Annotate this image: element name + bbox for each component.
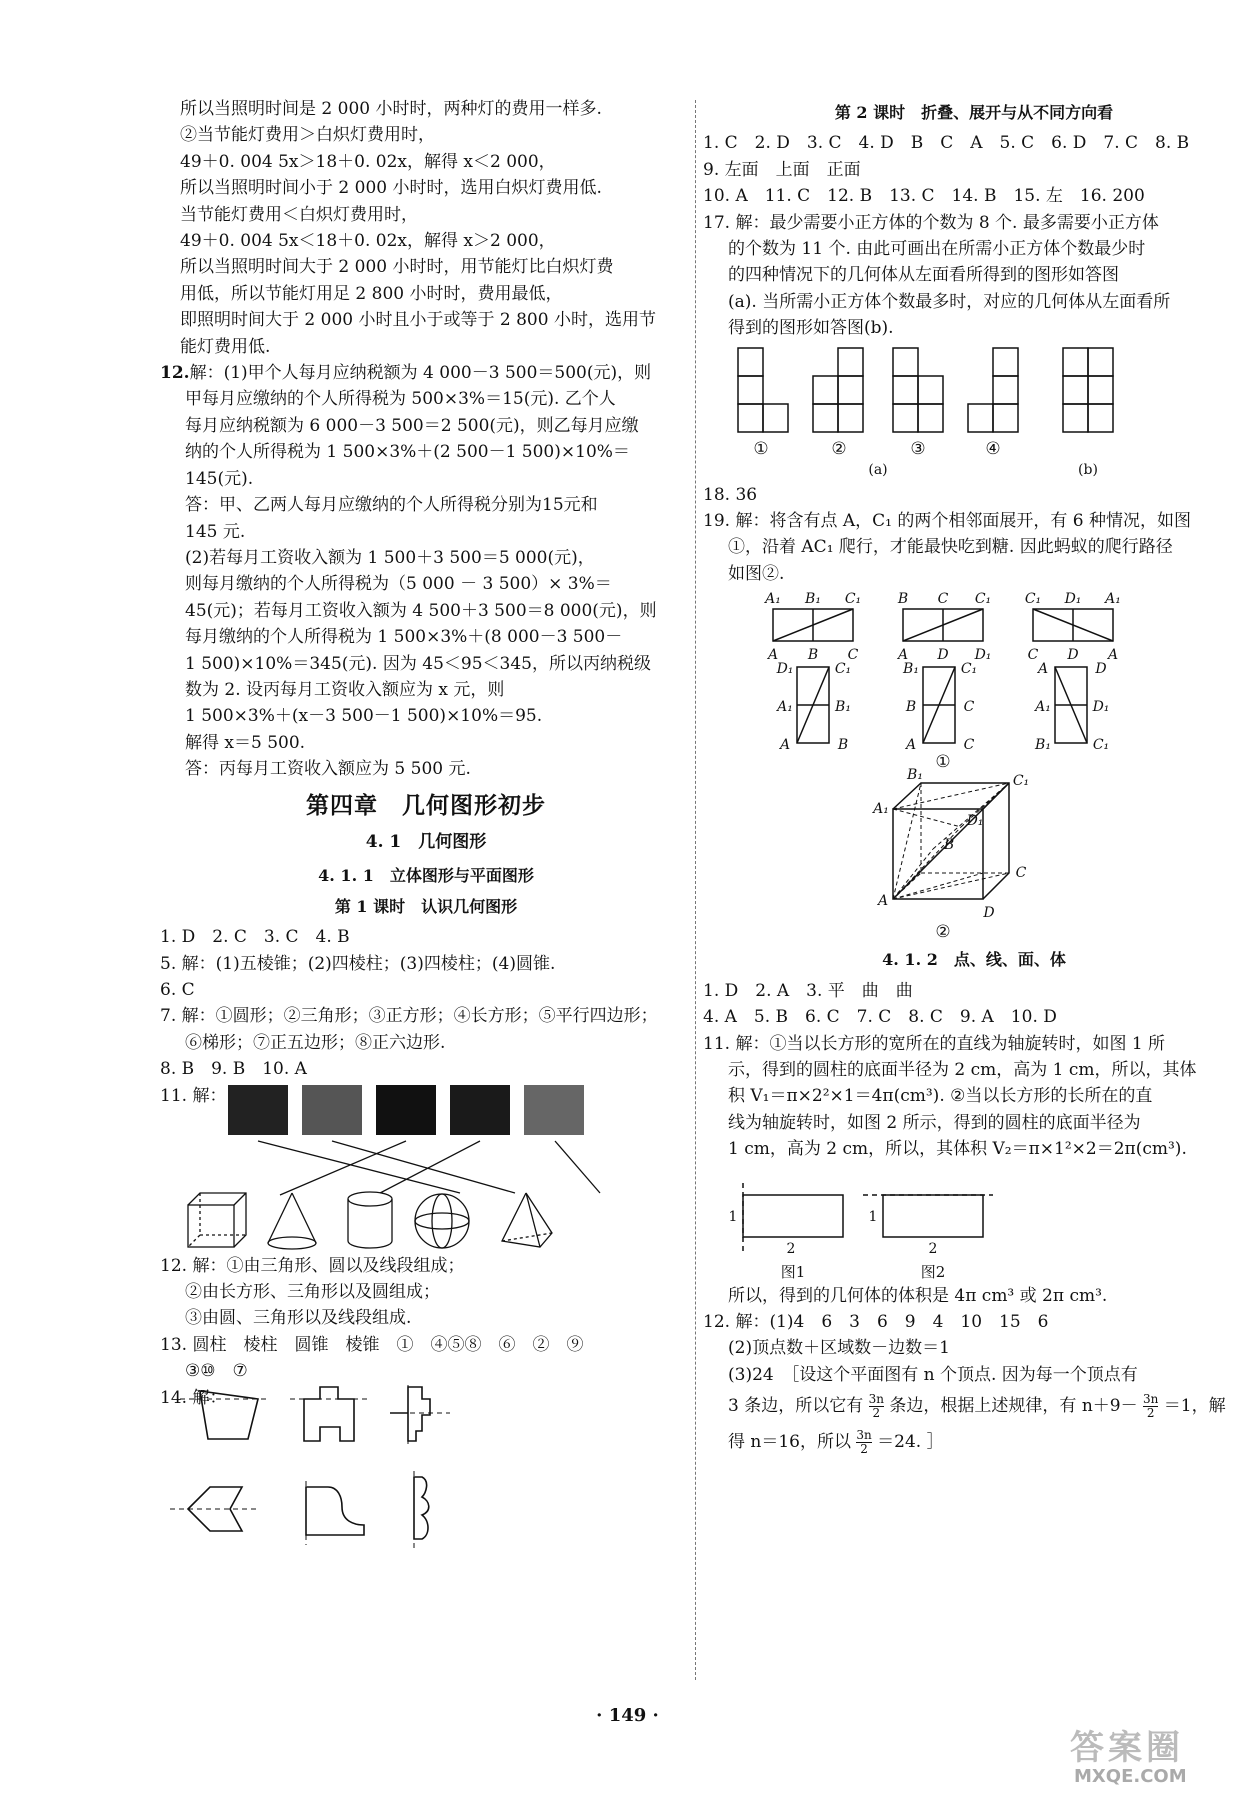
fig11-side-1b: 1 (868, 1208, 878, 1225)
frac-den: 2 (856, 1442, 871, 1456)
text-line: (2)若每月工资收入额为 1 500＋3 500＝5 000(元)， (185, 547, 595, 568)
fig11-side-1a: 1 (728, 1208, 738, 1225)
chapter-title: 第四章 几何图形初步 (306, 791, 546, 819)
subsection-title: 4. 1. 1 立体图形与平面图形 (318, 866, 534, 886)
fig19-label-2: ② (935, 922, 951, 943)
vertex-label: D₁ (974, 647, 992, 664)
frac-den: 2 (869, 1406, 884, 1420)
watermark-logo (1062, 1718, 1248, 1794)
fig17-label-2: ② (831, 438, 847, 459)
figure-11-rectangles (703, 1163, 1243, 1283)
vertex-label: A (877, 893, 889, 910)
lesson-title: 第 1 课时 认识几何图形 (334, 896, 518, 916)
answers-10-16: 10. A 11. C 12. B 13. C 14. B 15. 左 16. 200 (703, 186, 1145, 207)
vertex-label: B (807, 647, 819, 664)
vertex-label: C₁ (1012, 773, 1030, 790)
vertex-label: B (905, 699, 917, 716)
fraction-3n-2 (856, 1429, 871, 1456)
fig11-caption-2: 图2 (920, 1262, 946, 1281)
page-number: · 149 · (596, 1705, 659, 1726)
answer-18: 18. 36 (703, 484, 758, 505)
text-line: 数为 2. 设丙每月工资收入额应为 x 元，则 (185, 679, 505, 700)
fig17-label-1: ① (753, 438, 769, 459)
vertex-label: C (937, 591, 949, 608)
text-line: 49＋0. 004 5x＞18＋0. 02x，解得 x＜2 000， (180, 151, 556, 172)
vertex-label: C (963, 699, 975, 716)
text-line: ①，沿着 AC₁ 爬行，才能最快吃到糖. 因此蚂蚁的爬行路径 (728, 537, 1173, 558)
text-segment: 得 n＝16，所以 (728, 1432, 851, 1453)
fraction-3n-2 (869, 1393, 884, 1420)
answer-12b-2: ②由长方形、三角形以及圆组成； (185, 1282, 440, 1303)
text-line: 解得 x＝5 500. (185, 732, 306, 753)
cross-section-shapes (160, 1385, 690, 1575)
answer-11-label: 11. 解： (160, 1085, 227, 1106)
vertex-label: C₁ (1024, 591, 1042, 608)
text-line: 的个数为 11 个. 由此可画出在所需小正方体个数最少时 (728, 239, 1146, 260)
text-line: 每月应纳税额为 6 000－3 500＝2 500(元)，则乙每月应缴 (185, 415, 639, 436)
text-line: 能灯费用低. (180, 336, 271, 357)
text-line: 积 V₁＝π×2²×1＝4π(cm³). ②当以长方形的长所在的直 (728, 1086, 1153, 1107)
fig17-label-3: ③ (910, 438, 926, 459)
text-segment: 3 条边，所以它有 (728, 1396, 864, 1417)
answer-9: 9. 左面 上面 正面 (703, 159, 861, 180)
vertex-label: A₁ (1035, 699, 1051, 716)
watermark-text: 答案圈 (1070, 1728, 1184, 1768)
vertex-label: A (1107, 647, 1119, 664)
vertex-label: B₁ (805, 591, 821, 608)
vertex-label: D (1095, 661, 1107, 678)
answer-19 (703, 508, 1245, 587)
vertex-label: A (767, 647, 779, 664)
vertex-label: A₁ (873, 801, 889, 818)
answers-1-8: 1. C 2. D 3. C 4. D B C A 5. C 6. D 7. C 8. B (703, 133, 1190, 154)
answer-17 (703, 210, 1245, 342)
question-number: 12. (160, 363, 190, 384)
text-line: 如图②. (728, 563, 785, 584)
text-line: 用低，所以节能灯用足 2 800 小时时，费用最低， (180, 283, 563, 304)
text-line: (a). 当所需小正方体个数最多时，对应的几何体从左面看所 (728, 291, 1171, 312)
column-divider (695, 100, 696, 1680)
fig17-label-4: ④ (985, 438, 1001, 459)
answer-412-11 (703, 1031, 1245, 1163)
answer-12b-3: ③由圆、三角形以及线段组成. (185, 1308, 412, 1329)
vertex-label: C (963, 737, 975, 754)
text-line: 17. 解：最少需要小正方体的个数为 8 个. 最多需要小正方体 (703, 212, 1159, 233)
text-line: 甲每月应缴纳的个人所得税为 500×3%＝15(元). 乙个人 (185, 389, 616, 410)
vertex-label: C (1015, 865, 1027, 882)
vertex-label: A₁ (765, 591, 781, 608)
text-segment: ＝1，解 (1163, 1396, 1226, 1417)
vertex-label: D₁ (776, 661, 794, 678)
answer-412-12-5 (703, 1424, 1245, 1460)
fig11-caption-1: 图1 (780, 1262, 806, 1281)
answer-412-12-2: (2)顶点数＋区域数－边数＝1 (728, 1338, 950, 1359)
vertex-label: D (1067, 647, 1079, 664)
vertex-label: D₁ (966, 813, 984, 830)
fig11-side-2a: 2 (786, 1240, 796, 1257)
text-line: 1 500×3%＋(x－3 500－1 500)×10%＝95. (185, 706, 543, 727)
vertex-label: A (779, 737, 791, 754)
text-line: 则每月缴纳的个人所得税为（5 000 － 3 500）× 3%＝ (185, 574, 612, 595)
left-column (160, 96, 692, 1575)
frac-num: 3n (1143, 1392, 1159, 1407)
vertex-label: C₁ (1092, 737, 1110, 754)
text-line: 所以当照明时间小于 2 000 小时时，选用白炽灯费用低. (180, 178, 602, 199)
answer-7: 7. 解：①圆形；②三角形；③正方形；④长方形；⑤平行四边形； (160, 1006, 658, 1027)
text-line: 11. 解：①当以长方形的宽所在的直线为轴旋转时，如图 1 所 (703, 1033, 1166, 1054)
figure-17 (703, 342, 1245, 482)
frac-num: 3n (856, 1428, 872, 1443)
text-line: 45(元)；若每月工资收入额为 4 500＋3 500＝8 000(元)，则 (185, 600, 657, 621)
fig11-side-2b: 2 (928, 1240, 938, 1257)
vertex-label: C (1027, 647, 1039, 664)
vertex-label: A (897, 647, 909, 664)
answer-13-cont: ③⑩ ⑦ (185, 1361, 248, 1382)
answer-7-cont: ⑥梯形；⑦正五边形；⑧正六边形. (185, 1032, 446, 1053)
fraction-3n-2 (1143, 1393, 1158, 1420)
text-segment: ＝24. ］ (877, 1432, 944, 1453)
vertex-label: A₁ (777, 699, 793, 716)
vertex-label: B₁ (1035, 737, 1051, 754)
text-segment: 条边，根据上述规律，有 n＋9－ (889, 1396, 1138, 1417)
answers-8-10: 8. B 9. B 10. A (160, 1059, 307, 1080)
figure-19 (703, 587, 1245, 1017)
text-line: 示，得到的圆柱的底面半径为 2 cm，高为 1 cm，所以，其体 (728, 1059, 1197, 1080)
text-segment: 解：(1)甲个人每月应纳税额为 4 000－3 500＝500(元)，则 (189, 363, 652, 384)
fig17-label-b: (b) (1078, 461, 1098, 478)
watermark-url: MXQE.COM (1074, 1766, 1187, 1787)
answer-11-continued (160, 96, 692, 360)
answer-14-label: 14. 解： (160, 1387, 227, 1408)
text-line: 即照明时间大于 2 000 小时且小于或等于 2 800 小时，选用节 (180, 310, 656, 331)
vertex-label: C₁ (960, 661, 978, 678)
vertex-label: A (1037, 661, 1049, 678)
fig17-label-a: (a) (868, 461, 888, 478)
text-line: 19. 解：将含有点 A，C₁ 的两个相邻面展开，有 6 种情况，如图 (703, 511, 1191, 532)
vertex-label: D (937, 647, 949, 664)
answer-5: 5. 解：(1)五棱锥；(2)四棱柱；(3)四棱柱；(4)圆锥. (160, 953, 556, 974)
vertex-label: B (837, 737, 849, 754)
fig19-label-1: ① (935, 752, 951, 773)
answer-14-figure (160, 1385, 692, 1575)
answers-412-1-3: 1. D 2. A 3. 平 曲 曲 (703, 980, 913, 1001)
answer-11-figure (160, 1083, 692, 1253)
vertex-label: D (983, 905, 995, 922)
text-line: 所以当照明时间是 2 000 小时时，两种灯的费用一样多. (180, 99, 602, 119)
frac-num: 3n (868, 1392, 885, 1407)
answer-412-12: 12. 解：(1)4 6 3 6 9 4 10 15 6 (703, 1311, 1049, 1332)
vertex-label: B₁ (907, 767, 923, 784)
vertex-label: B₁ (903, 661, 919, 678)
vertex-label: D₁ (1064, 591, 1082, 608)
answers-412-4-10: 4. A 5. B 6. C 7. C 8. C 9. A 10. D (703, 1007, 1057, 1028)
text-line: 答：丙每月工资收入额应为 5 500 元. (185, 759, 471, 780)
text-line: 49＋0. 004 5x＜18＋0. 02x，解得 x＞2 000， (180, 231, 556, 252)
figure-11 (703, 1163, 1245, 1283)
vertex-label: C₁ (844, 591, 862, 608)
figure-19-nets (703, 587, 1243, 1017)
matching-lines-and-solids (160, 1083, 690, 1253)
text-line (160, 360, 692, 386)
answer-412-12-3: (3)24 ［设这个平面图有 n 个顶点. 因为每一个顶点有 (728, 1364, 1138, 1385)
text-line: 145(元). (185, 468, 254, 489)
text-line: 答：甲、乙两人每月应缴纳的个人所得税分别为15元和 (185, 495, 598, 516)
text-line: 的四种情况下的几何体从左面看所得到的图形如答图 (728, 265, 1119, 286)
text-line: 纳的个人所得税为 1 500×3%＋(2 500－1 500)×10%＝ (185, 442, 630, 463)
frac-den: 2 (1143, 1406, 1158, 1420)
text-line: 每月缴纳的个人所得税为 1 500×3%＋(8 000－3 500－ (185, 627, 623, 648)
vertex-label: A₁ (1105, 591, 1121, 608)
answers-1-4: 1. D 2. C 3. C 4. B (160, 927, 350, 948)
text-line: 1 cm，高为 2 cm，所以，其体积 V₂＝π×1²×2＝2π(cm³). (728, 1139, 1187, 1160)
text-line: ②当节能灯费用＞白炽灯费用时， (180, 125, 435, 146)
vertex-label: C (847, 647, 859, 664)
subsection-412-title: 4. 1. 2 点、线、面、体 (882, 950, 1066, 970)
vertex-label: C₁ (974, 591, 992, 608)
text-line: 当节能灯费用＜白炽灯费用时， (180, 204, 418, 225)
text-line: 所以当照明时间大于 2 000 小时时，用节能灯比白炽灯费 (180, 257, 614, 278)
vertex-label: B (943, 837, 955, 854)
figure-17-views (703, 342, 1243, 482)
answer-412-12-4 (703, 1388, 1245, 1424)
vertex-label: D₁ (1092, 699, 1110, 716)
answer-13: 13. 圆柱 棱柱 圆锥 棱锥 ① ④⑤⑧ ⑥ ② ⑨ (160, 1334, 584, 1355)
lesson-2-title: 第 2 课时 折叠、展开与从不同方向看 (834, 103, 1114, 122)
vertex-label: C₁ (834, 661, 852, 678)
text-line: 得到的图形如答图(b). (728, 318, 894, 339)
section-title: 4. 1 几何图形 (365, 831, 487, 852)
answer-12b: 12. 解：①由三角形、圆以及线段组成； (160, 1255, 465, 1276)
vertex-label: B₁ (835, 699, 851, 716)
text-line: 1 500)×10%＝345(元). 因为 45＜95＜345，所以丙纳税级 (185, 653, 651, 674)
answer-11-conclusion: 所以，得到的几何体的体积是 4π cm³ 或 2π cm³. (728, 1285, 1108, 1306)
text-line: 线为轴旋转时，如图 2 所示，得到的圆柱的底面半径为 (728, 1112, 1141, 1133)
vertex-label: B (897, 591, 909, 608)
answer-6: 6. C (160, 980, 195, 1000)
text-line: 145 元. (185, 521, 246, 542)
answer-12 (160, 360, 692, 783)
right-column (703, 96, 1245, 1460)
vertex-label: A (905, 737, 917, 754)
